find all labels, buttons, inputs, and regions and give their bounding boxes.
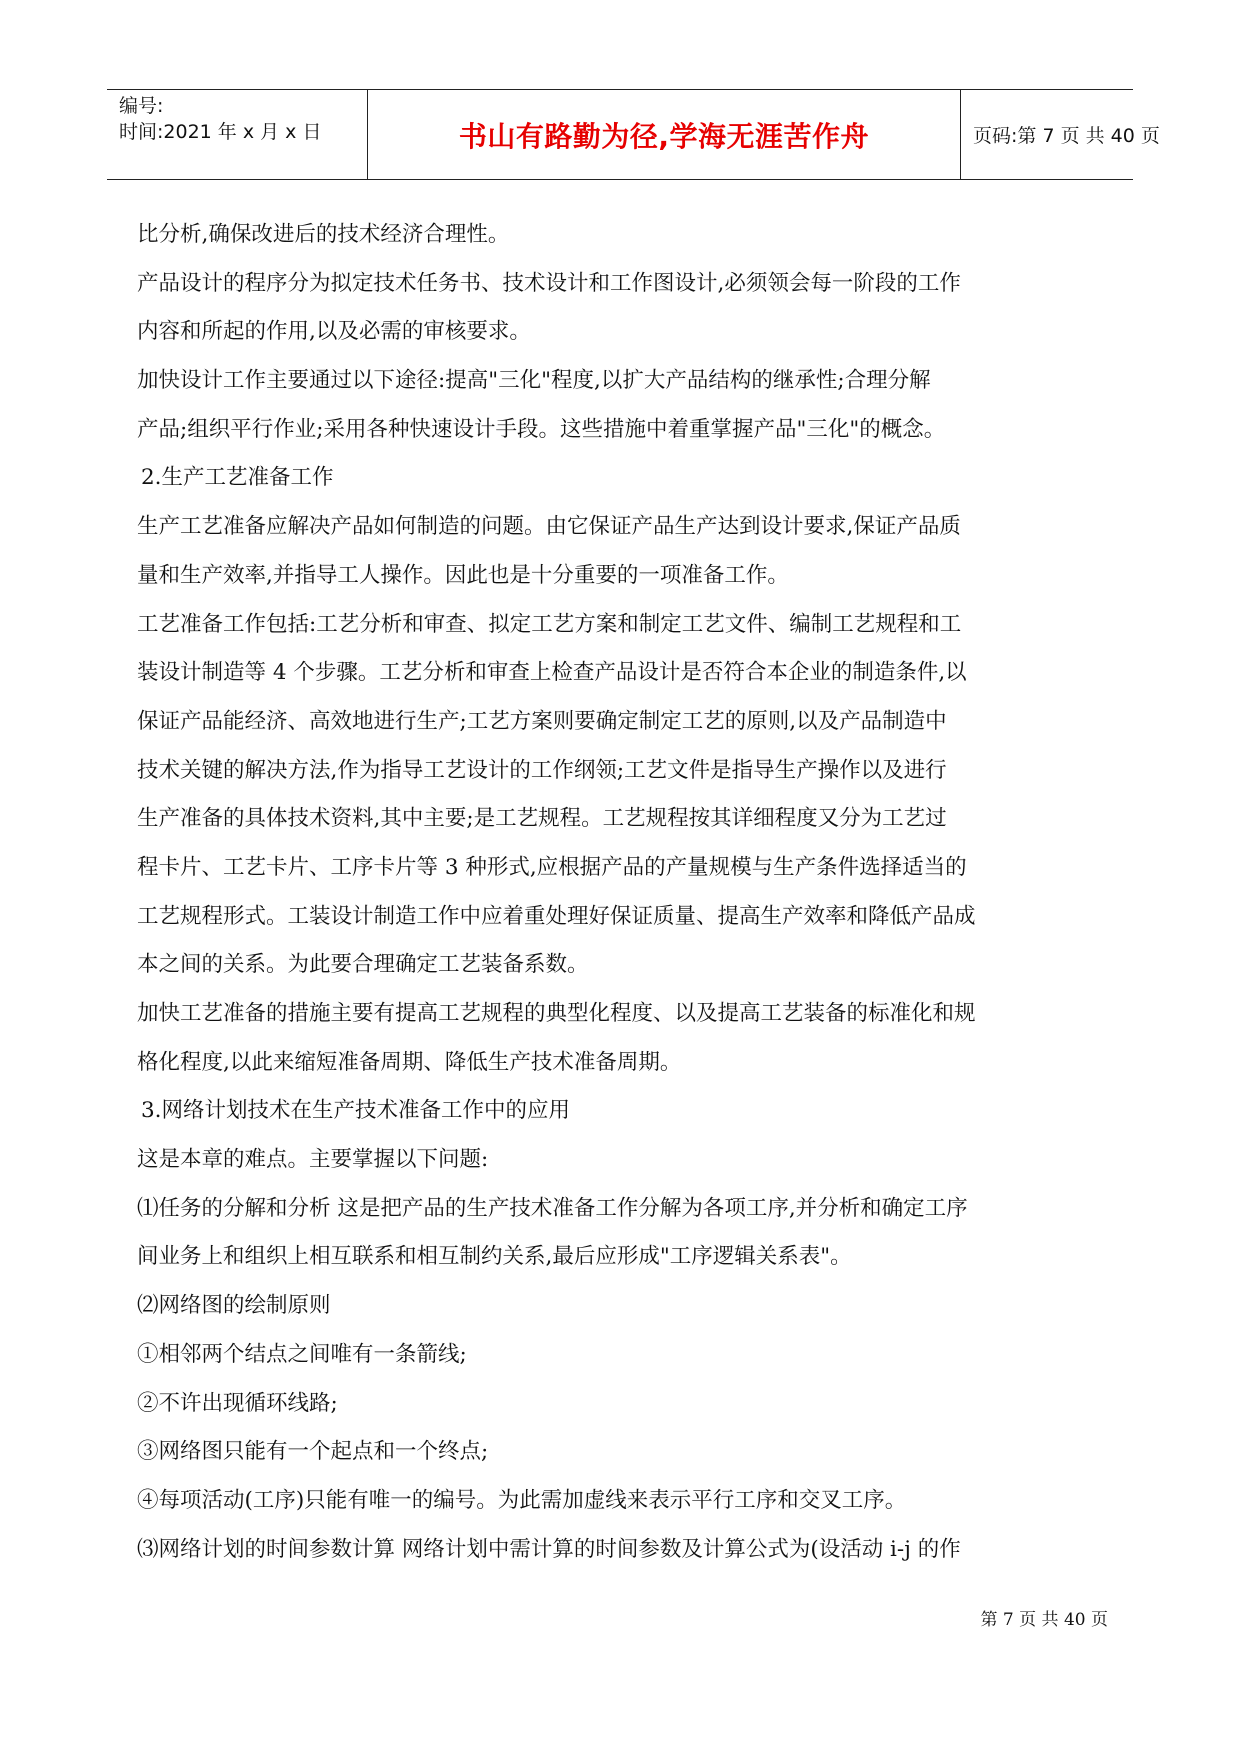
body-line: 保证产品能经济、高效地进行生产;工艺方案则要确定制定工艺的原则,以及产品制造中 [137, 708, 947, 734]
body-line: ⑶网络计划的时间参数计算 网络计划中需计算的时间参数及计算公式为(设活动 i-j 的作 [137, 1536, 961, 1562]
list-item: ③网络图只能有一个起点和一个终点; [137, 1439, 489, 1465]
page-header [107, 89, 1160, 180]
body-line: 这是本章的难点。主要掌握以下问题: [137, 1147, 489, 1173]
body-line: ⑴任务的分解和分析 这是把产品的生产技术准备工作分解为各项工序,并分析和确定工序 [137, 1195, 968, 1221]
body-line: 生产工艺准备应解决产品如何制造的问题。由它保证产品生产达到设计要求,保证产品质 [137, 514, 961, 540]
body-line: 本之间的关系。为此要合理确定工艺装备系数。 [137, 952, 589, 978]
document-body [137, 211, 1113, 1574]
body-line: 生产准备的具体技术资料,其中主要;是工艺规程。工艺规程按其详细程度又分为工艺过 [137, 806, 947, 832]
body-line: ⑵网络图的绘制原则 [137, 1293, 331, 1319]
section-heading: 3.网络计划技术在生产技术准备工作中的应用 [141, 1098, 571, 1124]
body-line: 产品设计的程序分为拟定技术任务书、技术设计和工作图设计,必须领会每一阶段的工作 [137, 270, 961, 296]
body-line: 内容和所起的作用,以及必需的审核要求。 [137, 319, 531, 345]
doc-number-label: 编号: [119, 95, 164, 117]
section-heading: 2.生产工艺准备工作 [141, 465, 334, 491]
header-info-cell [107, 90, 368, 179]
body-line: 工艺规程形式。工装设计制造工作中应着重处理好保证质量、提高生产效率和降低产品成 [137, 903, 976, 929]
motto-text: 书山有路勤为径,学海无涯苦作舟 [458, 119, 870, 153]
body-line: 程卡片、工艺卡片、工序卡片等 3 种形式,应根据产品的产量规模与生产条件选择适当的 [137, 854, 967, 880]
body-line: 加快工艺准备的措施主要有提高工艺规程的典型化程度、以及提高工艺装备的标准化和规 [137, 1001, 976, 1026]
header-motto-cell [368, 90, 961, 179]
body-line: 产品;组织平行作业;采用各种快速设计手段。这些措施中着重掌握产品"三化"的概念。 [137, 416, 946, 442]
body-line: 加快设计工作主要通过以下途径:提高"三化"程度,以扩大产品结构的继承性;合理分解 [137, 368, 931, 394]
body-line: 工艺准备工作包括:工艺分析和审查、拟定工艺方案和制定工艺文件、编制工艺规程和工 [137, 611, 962, 637]
body-line: 技术关键的解决方法,作为指导工艺设计的工作纲领;工艺文件是指导生产操作以及进行 [137, 757, 947, 783]
page-footer: 第 7 页 共 40 页 [980, 1610, 1108, 1630]
body-line: 间业务上和组织上相互联系和相互制约关系,最后应形成"工序逻辑关系表"。 [137, 1244, 852, 1270]
body-line: 比分析,确保改进后的技术经济合理性。 [137, 222, 510, 247]
header-page-label: 页码:第 7 页 共 40 页 [973, 125, 1160, 147]
list-item: ④每项活动(工序)只能有唯一的编号。为此需加虚线来表示平行工序和交叉工序。 [137, 1487, 907, 1513]
body-line: 量和生产效率,并指导工人操作。因此也是十分重要的一项准备工作。 [137, 562, 789, 588]
list-item: ②不许出现循环线路; [137, 1390, 338, 1416]
date-label: 时间:2021 年 x 月 x 日 [119, 121, 322, 143]
body-line: 格化程度,以此来缩短准备周期、降低生产技术准备周期。 [137, 1049, 682, 1075]
header-page-cell [961, 90, 1160, 179]
list-item: ①相邻两个结点之间唯有一条箭线; [137, 1341, 467, 1367]
body-line: 装设计制造等 4 个步骤。工艺分析和审查上检查产品设计是否符合本企业的制造条件,以 [137, 660, 967, 686]
